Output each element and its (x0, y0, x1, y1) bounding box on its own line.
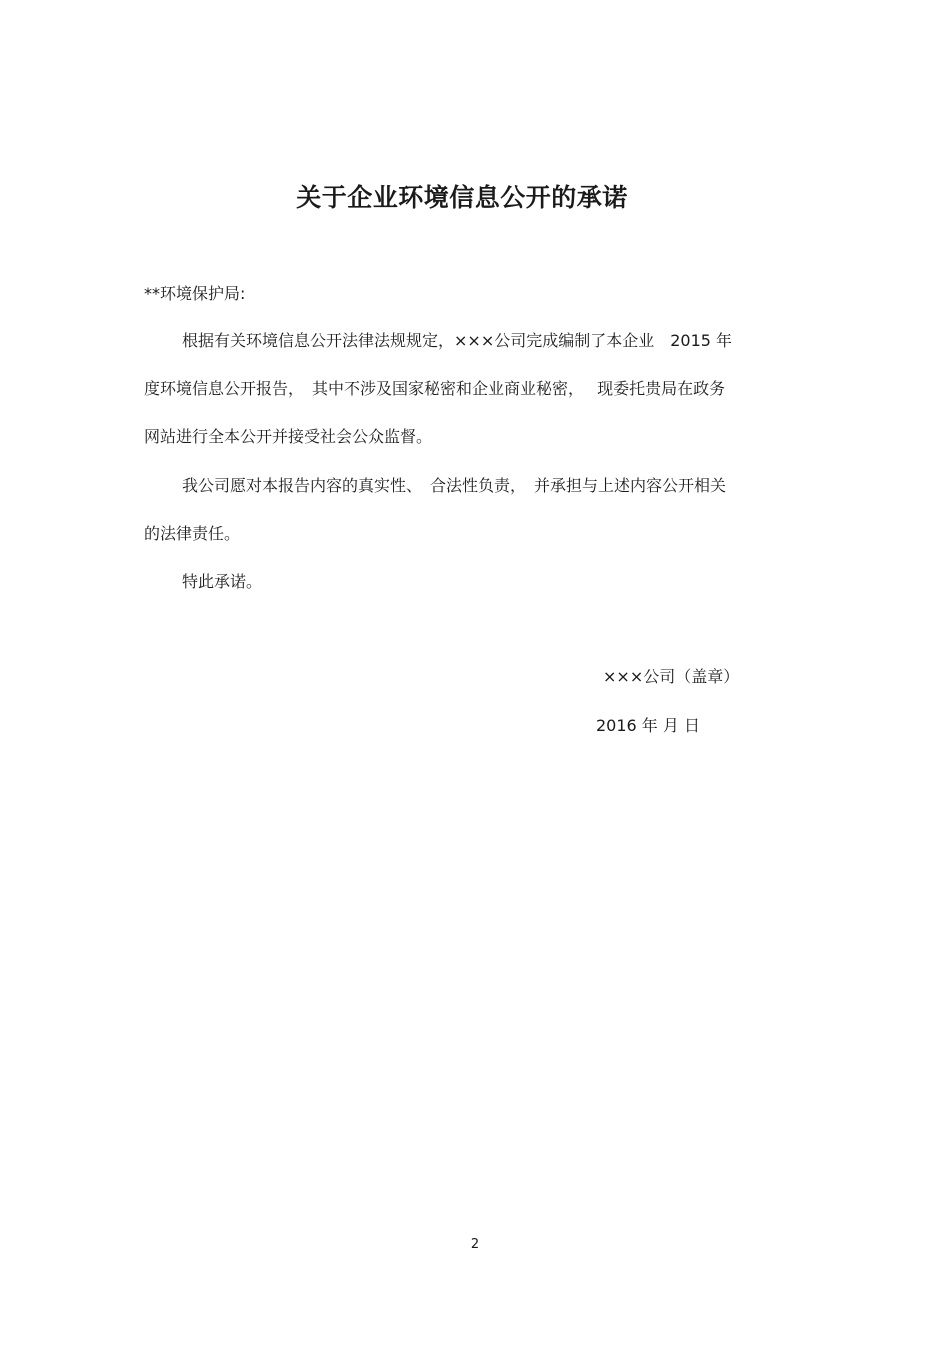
closing-line: 特此承诺。 (182, 572, 263, 591)
paragraph-2-line-2: 的法律责任。 (144, 524, 241, 543)
salutation: **环境保护局: (144, 284, 246, 303)
document-title: 关于企业环境信息公开的承诺 (296, 183, 628, 212)
page-number: 2 (470, 1237, 480, 1252)
paragraph-1-line-1: 根据有关环境信息公开法律法规规定，×××公司完成编制了本企业 2015 年 (182, 331, 733, 350)
paragraph-1-line-2: 度环境信息公开报告， 其中不涉及国家秘密和企业商业秘密， 现委托贵局在政务 (144, 379, 726, 398)
paragraph-2-line-1: 我公司愿对本报告内容的真实性、 合法性负责， 并承担与上述内容公开相关 (182, 476, 727, 495)
company-signature: ×××公司（盖章） (603, 667, 740, 686)
paragraph-1-line-3: 网站进行全本公开并接受社会公众监督。 (144, 427, 433, 446)
signature-date: 2016 年 月 日 (596, 716, 700, 735)
